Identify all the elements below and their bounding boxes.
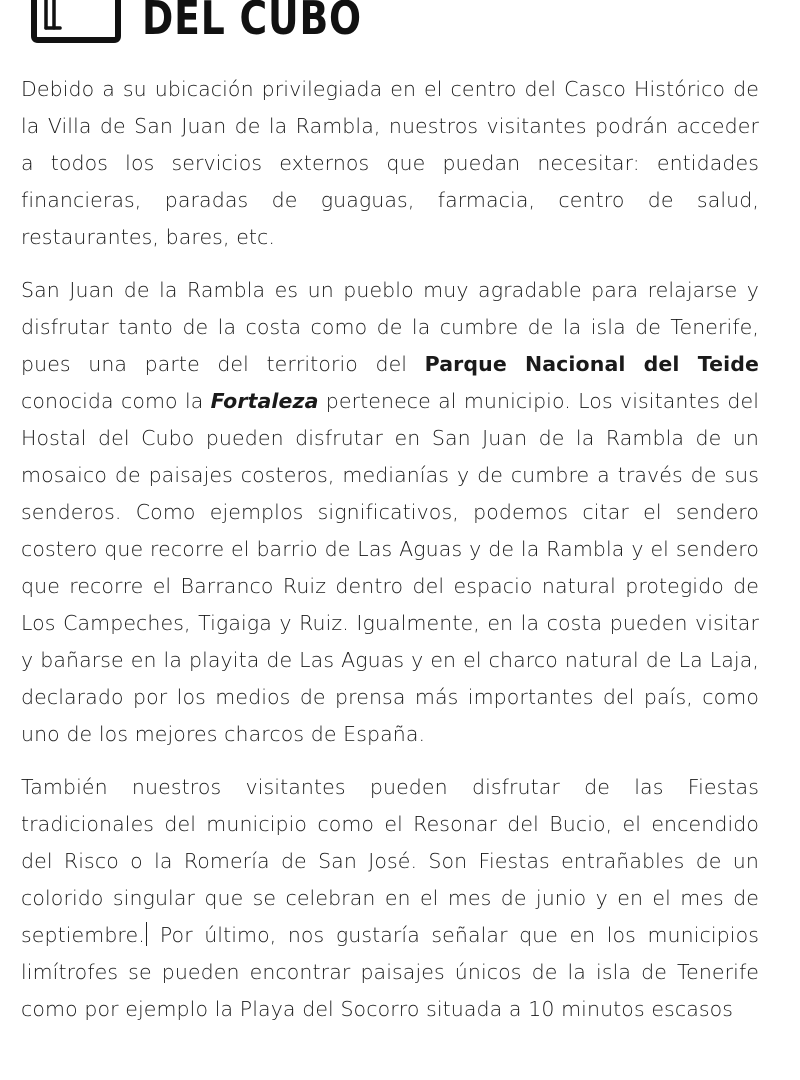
paragraph-location: Debido a su ubicación privilegiada en el centro del Casco Histórico de la Villa de San Juan de la Rambla, nuestros visitantes podrán acceder a todos los servicios externos que puedan necesitar: entidades financieras, paradas de guaguas, farmacia, centro de salud, restaurantes, bares, etc. xyxy=(21,77,759,249)
paragraph-festivals[interactable] xyxy=(21,769,759,1028)
text-run: Por último, nos gustaría señalar que en los municipios limítrofes se pueden encontrar paisajes únicos de la isla de Tenerife como por ejemplo la Playa del Socorro situada a 10 minutos escasos xyxy=(21,923,759,1021)
logo xyxy=(30,0,410,44)
text-run: San Juan de la Rambla es un pueblo muy agradable para relajarse y disfrutar tanto de la costa como de la cumbre de la isla de Tenerife, pues una parte del territorio del xyxy=(21,278,759,376)
logo-text: DEL CUBO xyxy=(142,0,362,45)
text-run: También nuestros visitantes pueden disfrutar de las Fiestas tradicionales del municipio como el Resonar del Bucio, el encendido del Risco o la Romería de San José. Son Fiestas entrañables de un colorido singular que se celebran en el mes de junio y en el mes de septiembre. xyxy=(21,775,759,947)
text-run: conocida como la xyxy=(21,389,211,413)
article-body xyxy=(21,71,759,1044)
italic-fortaleza: Fortaleza xyxy=(210,389,319,413)
paragraph-nature xyxy=(21,272,759,753)
text-run: pertenece al municipio. Los visitantes del Hostal del Cubo pueden disfrutar en San Juan de la Rambla de un mosaico de paisajes costeros, medianías y de cumbre a través de sus senderos. Como ejemplos significativos, podemos citar el sendero costero que recorre el barrio de Las Aguas y de la Rambla y el sendero que recorre el Barranco Ruiz dentro del espacio natural protegido de Los Campeches, Tigaiga y Ruiz. Igualmente, en la costa pueden visitar y bañarse en la playita de Las Aguas y en el charco natural de La Laja, declarado por los medios de prensa más importantes del país, como uno de los mejores charcos de España. xyxy=(21,389,759,746)
cube-logo-icon xyxy=(30,0,122,44)
bold-park-name: Parque Nacional del Teide xyxy=(424,352,759,376)
